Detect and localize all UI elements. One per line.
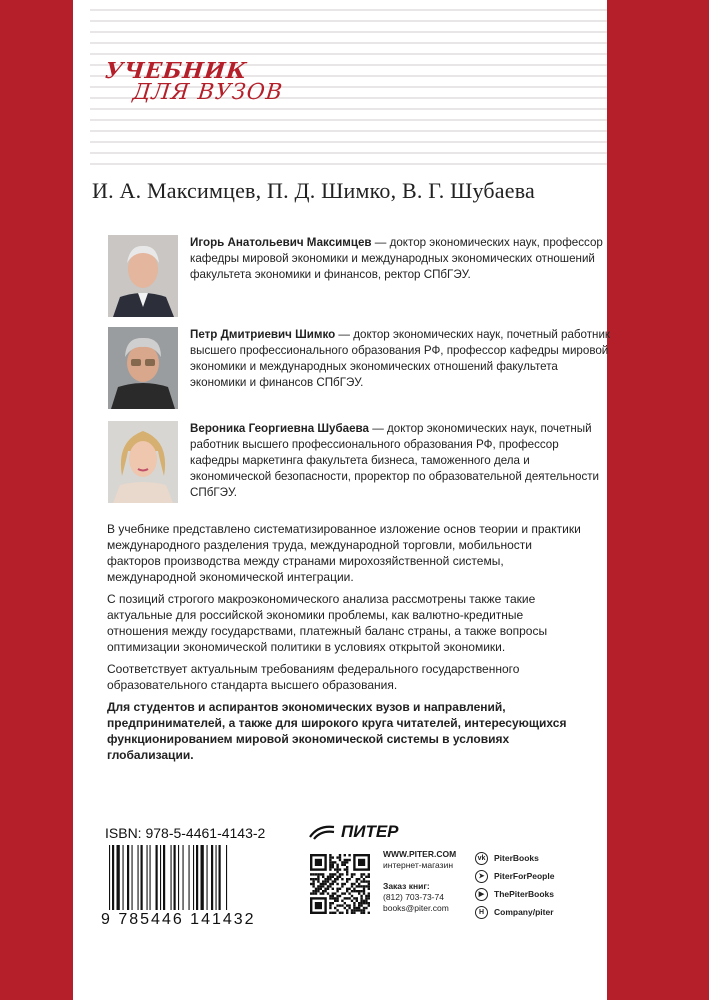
youtube-icon: ▶ xyxy=(475,888,488,901)
telegram-icon: ➤ xyxy=(475,870,488,883)
order-email[interactable]: books@piter.com xyxy=(383,903,449,913)
barcode-number: 9 785446 141432 xyxy=(101,911,256,928)
shop-site-label: интернет-магазин xyxy=(383,860,454,870)
authors-line: И. А. Максимцев, П. Д. Шимко, В. Г. Шубаева xyxy=(92,178,535,203)
shop-site[interactable]: WWW.PITER.COM xyxy=(383,849,457,859)
order-label: Заказ книг: xyxy=(383,881,430,891)
description-paragraph-1: В учебнике представлено систематизированное изложение основ теории и практики международного разделения труда, международной торговли, мобильности факторов производства между странами мирохозяйственной системы, международной экономической интеграции. xyxy=(107,522,581,584)
isbn: ISBN: 978-5-4461-4143-2 xyxy=(105,825,266,841)
publisher-logo xyxy=(308,822,399,842)
social-habr[interactable] xyxy=(475,904,554,920)
description-paragraph-2: С позиций строгого макроэкономического анализа рассмотрены также такие актуальные для российской экономики проблемы, как валютно-кредитные отношения между государствами, платежный баланс страны, а также вопросы оптимизации экономической политики в условиях открытой экономики. xyxy=(107,592,548,654)
author-desc-3: — доктор экономических наук, почетный работник высшего профессионального образования РФ, профессор кафедры маркетинга факультета бизнеса, таможенного дела и экономической безопасности, проректор по образовательной деятельности СПбГЭУ. xyxy=(190,422,600,499)
habr-icon: H xyxy=(475,906,488,919)
social-telegram[interactable] xyxy=(475,868,554,884)
qr-code xyxy=(310,854,370,914)
book-description xyxy=(107,521,582,769)
vk-icon: vk xyxy=(475,852,488,865)
series-line-1: УЧЕБНИК xyxy=(103,58,249,84)
social-habr-label: Company/piter xyxy=(494,907,554,917)
author-photo-maksimtsev xyxy=(108,235,178,317)
author-bio-text-2 xyxy=(190,327,610,391)
author-photo-shubaeva xyxy=(108,421,178,503)
piter-logo-icon xyxy=(308,823,338,841)
publisher-name: ПИТЕР xyxy=(341,822,399,841)
description-audience: Для студентов и аспирантов экономических вузов и направлений, предпринимателей, а также для широкого круга читателей, интересующихся функционированием мировой экономической системы в условиях глобализации. xyxy=(107,700,567,762)
series-line-2: ДЛЯ ВУЗОВ xyxy=(131,80,285,105)
author-desc-2: — доктор экономических наук, почетный работник высшего профессионального образования РФ, профессор кафедры мировой экономики и международных экономических отношений факультета экономики и финансов СПбГЭУ. xyxy=(190,328,611,389)
social-youtube-label: ThePiterBooks xyxy=(494,889,554,899)
social-links xyxy=(475,850,554,922)
author-name-1: Игорь Анатольевич Максимцев xyxy=(190,236,372,249)
author-bio-text-3 xyxy=(190,421,610,501)
social-youtube[interactable] xyxy=(475,886,554,902)
description-paragraph-3: Соответствует актуальным требованиям федерального государственного образовательного стандарта высшего образования. xyxy=(107,662,520,692)
social-vk[interactable] xyxy=(475,850,554,866)
author-name-2: Петр Дмитриевич Шимко xyxy=(190,328,336,341)
author-photo-shimko xyxy=(108,327,178,409)
order-phone: (812) 703-73-74 xyxy=(383,892,444,902)
barcode xyxy=(105,845,275,910)
social-vk-label: PiterBooks xyxy=(494,853,539,863)
author-desc-1: — доктор экономических наук, профессор кафедры мировой экономики и международных экономических отношений факультета экономики и финансов, ректор СПбГЭУ. xyxy=(190,236,603,281)
author-name-3: Вероника Георгиевна Шубаева xyxy=(190,422,369,435)
series-logo xyxy=(102,58,287,105)
author-bio-text-1 xyxy=(190,235,610,283)
back-cover-content xyxy=(73,217,611,1000)
social-telegram-label: PiterForPeople xyxy=(494,871,555,881)
shop-info xyxy=(383,849,456,914)
